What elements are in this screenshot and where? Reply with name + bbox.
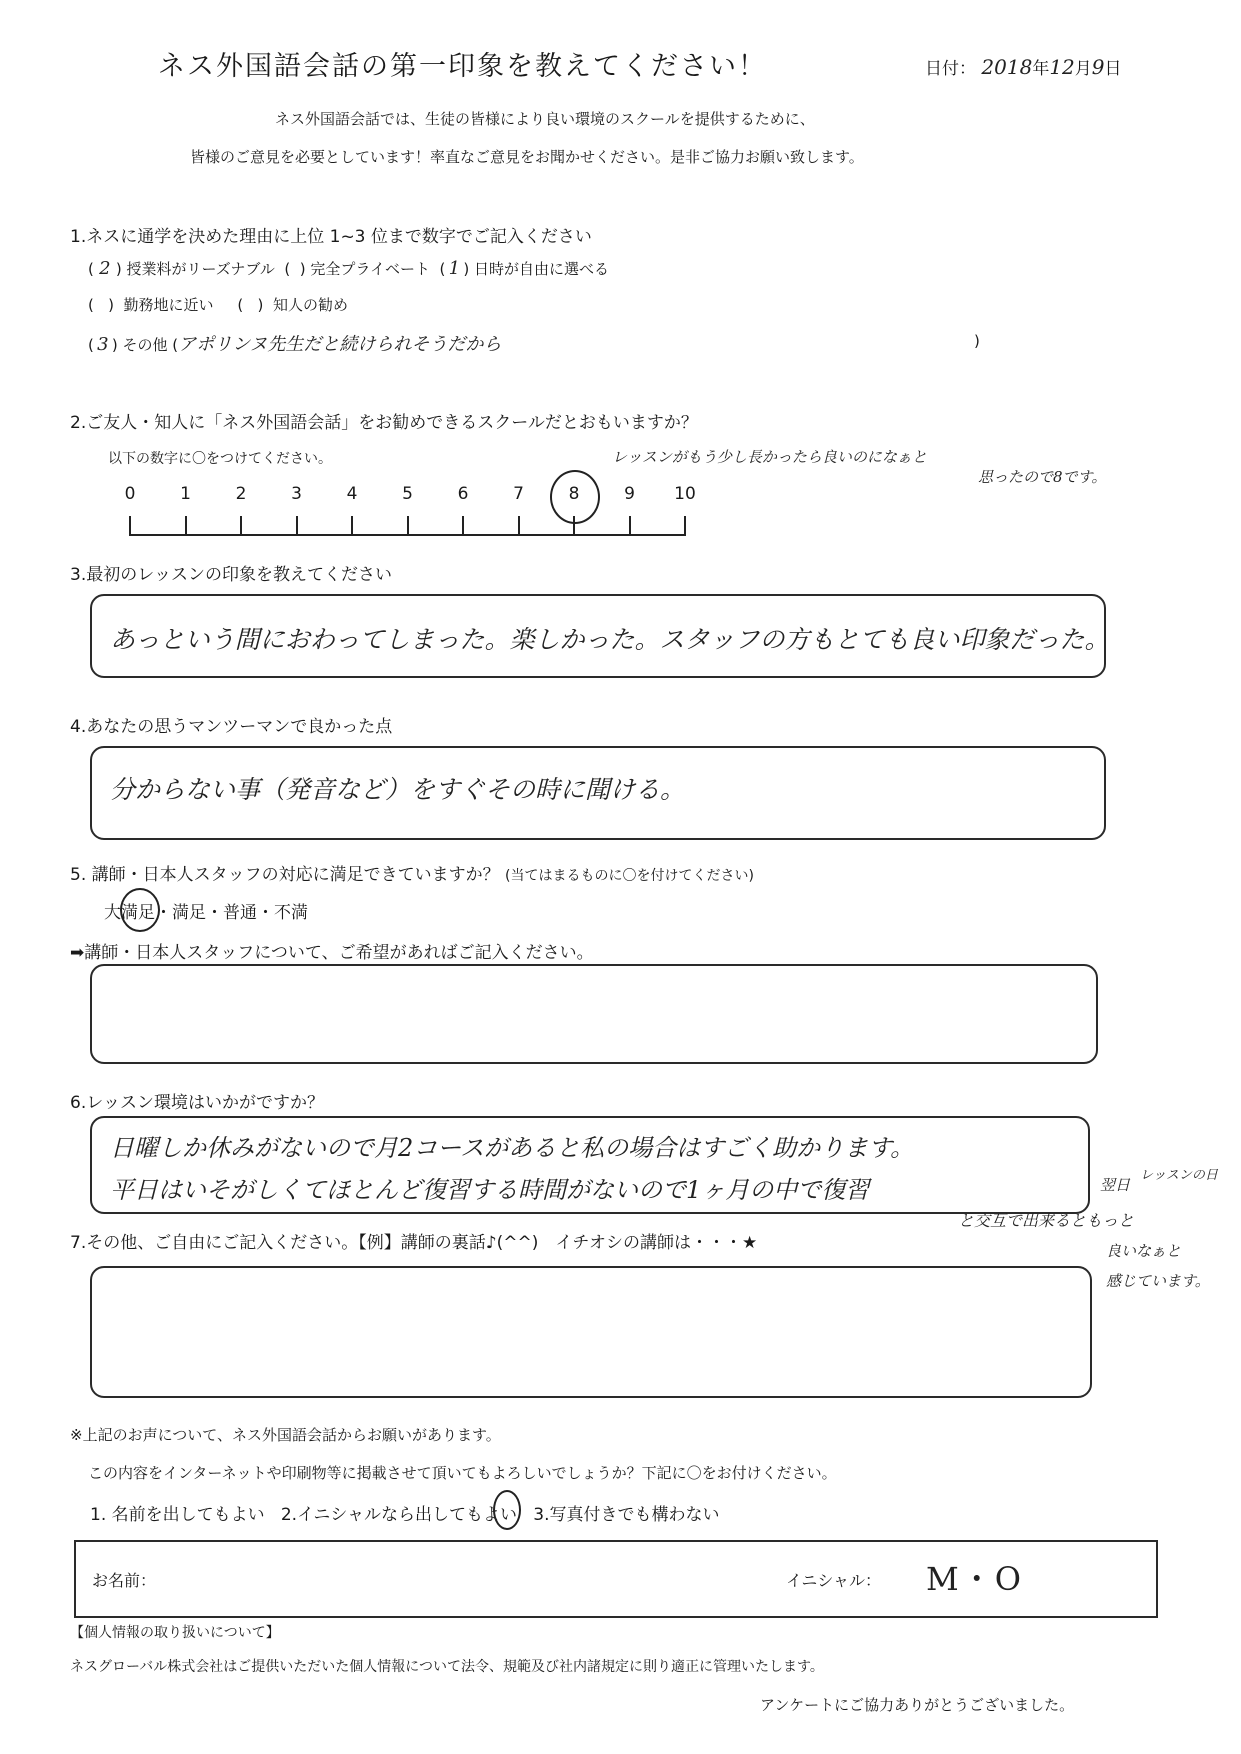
date-year: 2018: [981, 55, 1033, 79]
scale-tick-6: [462, 516, 464, 536]
scale-label-4[interactable]: 4: [346, 484, 358, 504]
q1-other-text[interactable]: アポリンヌ先生だと続けられそうだから: [178, 334, 502, 355]
q7-answer-box[interactable]: [90, 1266, 1092, 1398]
q2-title: 2.ご友人・知人に「ネス外国語会話」をお勧めできるスクールだとおもいますか？: [70, 413, 698, 433]
q1-rank-a[interactable]: 2: [99, 258, 111, 279]
q2-comment-line-2: 思ったので8です。: [978, 468, 1107, 486]
page-title: ネス外国語会話の第一印象を教えてください！: [158, 51, 767, 82]
consent-option-1[interactable]: 1. 名前を出してもよい: [90, 1505, 265, 1525]
q6-answer-box[interactable]: [90, 1116, 1090, 1214]
q5-sub-title: ➡講師・日本人スタッフについて、ご希望があればご記入ください。: [70, 943, 594, 963]
q5-sub-answer-box[interactable]: [90, 964, 1098, 1064]
scale-tick-2: [240, 516, 242, 536]
q1-row-3: ( 3 ) その他 (アポリンヌ先生だと続けられそうだから: [88, 334, 502, 355]
date-day: 9: [1091, 55, 1105, 79]
scale-tick-0: [129, 516, 131, 536]
q7-title: 7.その他、ご自由にご記入ください。【例】講師の裏話♪(^^) イチオシの講師は・・・★: [70, 1233, 758, 1253]
q1-option-d: 勤務地に近い: [123, 296, 214, 314]
q6-overflow-3: と交互で出来るともっと: [958, 1211, 1135, 1230]
q1-option-f: その他: [122, 336, 168, 354]
q3-title: 3.最初のレッスンの印象を教えてください: [70, 565, 393, 585]
q2-comment-line-1: レッスンがもう少し長かったら良いのになぁと: [612, 448, 927, 466]
q1-other-close-paren: ): [974, 332, 980, 350]
scale-selection-circle: [550, 470, 600, 524]
q4-answer-box[interactable]: [90, 746, 1106, 840]
consent-option-2[interactable]: 2.イニシャルなら出してもよい: [280, 1505, 518, 1525]
q1-option-b: 完全プライベート: [310, 260, 430, 278]
q6-title: 6.レッスン環境はいかがですか？: [70, 1093, 325, 1113]
q1-title: 1.ネスに通学を決めた理由に上位 1~3 位まで数字でご記入ください: [70, 227, 592, 247]
consent-options: [90, 1500, 720, 1525]
scale-label-1[interactable]: 1: [180, 484, 191, 504]
scale-tick-4: [351, 516, 353, 536]
scale-tick-9: [629, 516, 631, 536]
scale-tick-7: [518, 516, 520, 536]
q3-answer: あっという間におわってしまった。楽しかった。スタッフの方もとても良い印象だった。: [110, 625, 1110, 654]
date-field: [925, 54, 1122, 79]
initial-label: イニシャル：: [786, 1571, 882, 1590]
scale-label-9[interactable]: 9: [624, 484, 635, 504]
name-label: お名前：: [92, 1571, 157, 1590]
q4-answer: 分からない事（発音など）をすぐその時に聞ける。: [110, 775, 686, 804]
q1-option-a: 授業料がリーズナブル: [126, 260, 275, 278]
date-month-unit: 月: [1074, 59, 1092, 79]
privacy-title: 【個人情報の取り扱いについて】: [70, 1625, 280, 1641]
scale-tick-1: [185, 516, 187, 536]
scale-label-0[interactable]: 0: [124, 484, 136, 504]
q3-answer-box[interactable]: [90, 594, 1110, 678]
consent-note: ※上記のお声について、ネス外国語会話からお願いがあります。: [70, 1426, 501, 1444]
q5-options[interactable]: 大満足・満足・普通・不満: [104, 903, 308, 923]
q5-selection-circle: [120, 888, 160, 932]
q1-row-1: ( 2 ) 授業料がリーズナブル ( ) 完全プライベート ( 1 ) 日時が自由に選べる: [88, 258, 609, 279]
q1-option-c: 日時が自由に選べる: [473, 260, 609, 278]
q6-overflow-5: 感じています。: [1106, 1272, 1210, 1290]
q6-overflow-1: 翌日: [1100, 1176, 1131, 1194]
intro-line-2: 皆様のご意見を必要としています！率直なご意見をお聞かせください。是非ご協力お願い致します。: [190, 148, 864, 166]
scale-label-2[interactable]: 2: [235, 484, 247, 504]
name-box[interactable]: [74, 1540, 1158, 1618]
scale-tick-3: [296, 516, 298, 536]
q5-title: [70, 860, 754, 885]
intro-line-1: ネス外国語会話では、生徒の皆様により良い環境のスクールを提供するために、: [275, 110, 815, 128]
q2-instruction: 以下の数字に〇をつけてください。: [108, 451, 332, 467]
date-month: 12: [1049, 55, 1075, 79]
privacy-text: ネスグローバル株式会社はご提供いただいた個人情報について法令、規範及び社内諸規定に則り適正に管理いたします。: [70, 1659, 824, 1675]
date-label: 日付：: [925, 59, 976, 79]
scale-tick-10: [684, 516, 686, 536]
scale-tick-5: [407, 516, 409, 536]
q1-rank-c[interactable]: 1: [448, 258, 461, 279]
q5-title-note: (当てはまるものに〇を付けてください): [505, 868, 754, 884]
q1-option-e: 知人の勧め: [272, 296, 348, 314]
q6-answer-line-2: 平日はいそがしくてほとんど復習する時間がないので1ヶ月の中で復習: [110, 1176, 870, 1204]
consent-option-3[interactable]: 3.写真付きでも構わない: [533, 1505, 720, 1525]
date-year-unit: 年: [1032, 59, 1050, 79]
thanks-text: アンケートにご協力ありがとうございました。: [760, 1696, 1075, 1714]
q1-row-2: ( ) 勤務地に近い ( ) 知人の勧め: [88, 296, 348, 314]
consent-question: この内容をインターネットや印刷物等に掲載させて頂いてもよろしいでしょうか？下記に〇をお付けください。: [88, 1464, 837, 1482]
consent-selection-circle: [493, 1490, 521, 1530]
q5-title-text: 5. 講師・日本人スタッフの対応に満足できていますか？: [70, 865, 500, 885]
scale-label-6[interactable]: 6: [457, 484, 469, 504]
scale-label-3[interactable]: 3: [291, 484, 302, 504]
scale-label-10[interactable]: 10: [674, 484, 696, 504]
initial-value[interactable]: M・O: [926, 1560, 1024, 1598]
q6-overflow-4: 良いなぁと: [1106, 1242, 1182, 1260]
q6-answer-line-1: 日曜しか休みがないので月2コースがあると私の場合はすごく助かります。: [110, 1134, 915, 1162]
q6-overflow-2: レッスンの日: [1140, 1168, 1218, 1183]
scale-label-5[interactable]: 5: [402, 484, 413, 504]
scale-label-8[interactable]: 8: [568, 484, 580, 504]
date-day-unit: 日: [1104, 59, 1122, 79]
q4-title: 4.あなたの思うマンツーマンで良かった点: [70, 717, 393, 737]
q1-rank-f[interactable]: 3: [97, 334, 109, 355]
scale-label-7[interactable]: 7: [513, 484, 524, 504]
